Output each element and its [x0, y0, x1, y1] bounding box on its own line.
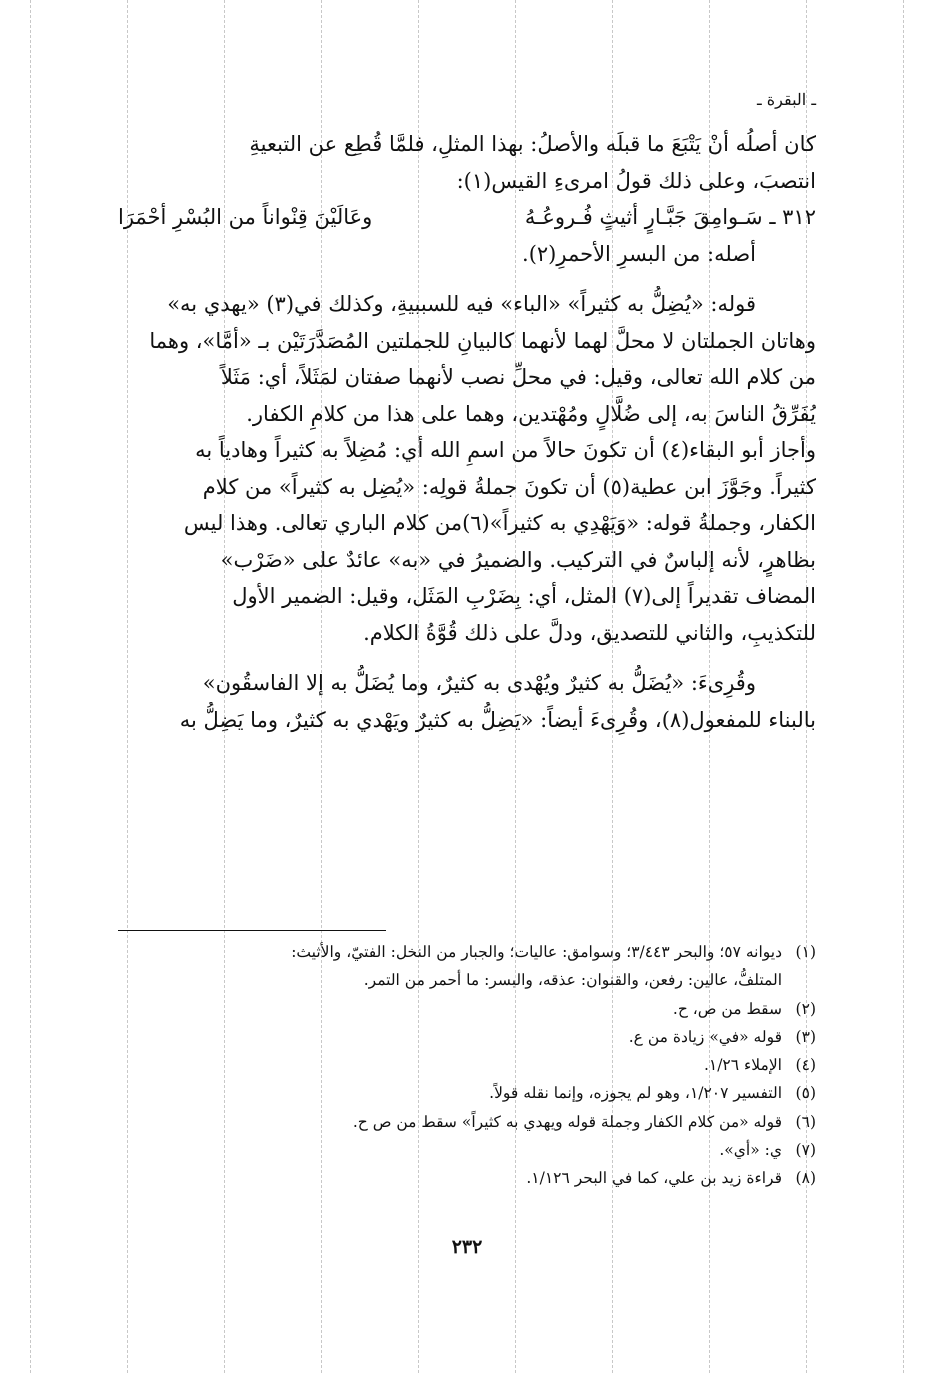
footnote-number: (٢) [795, 999, 816, 1018]
footnote [118, 1051, 816, 1079]
paragraph-start: قوله: «يُضِلُّ به كثيراً» «الباء» فيه للسببيةِ، وكذلك في(٣) «يهدي به» [167, 292, 756, 316]
footnote-number: (٤) [795, 1056, 816, 1075]
footnote [118, 1164, 816, 1192]
text-line: يُفَرِّقُ الناسَ به، إلى ضُلَّالٍ ومُهْتدين، وهما على هذا من كلامِ الكفار. [246, 401, 816, 426]
text-line: للتكذيبِ، والثاني للتصديق، ودلَّ على ذلك قُوَّةُ الكلام. [363, 620, 816, 645]
footnote-number: (١) [795, 943, 816, 961]
verse-number: ٣١٢ ـ [769, 205, 816, 229]
footnote-text: ديوانه ٥٧؛ والبحر ٣/٤٤٣؛ وسوامق: عاليات؛ والجبار من النخل: الفتيّ، والأثيث: [291, 943, 782, 961]
footnote-text: قراءة زيد بن علي، كما في البحر ١/١٢٦. [526, 1169, 782, 1188]
scan-guide-line [903, 0, 904, 1373]
footnote-number: (٥) [795, 1084, 816, 1103]
footnote-number: (٨) [795, 1169, 816, 1188]
footnote [118, 1108, 816, 1136]
verse-first-hemistich: سَـوامِقَ جَبَّـارٍ أثيثٍ فُـروعُـهُ [524, 205, 763, 229]
text-line: أصله: من البسرِ الأحمرِ(٢). [522, 241, 756, 266]
text-line: بظاهرٍ، لأنه إلباسٌ في التركيب. والضميرُ في «به» عائدٌ على «ضَرْب» [220, 547, 816, 572]
footnote-text: قوله «في» زيادة من ع. [628, 1027, 782, 1046]
footnote-number: (٣) [795, 1027, 816, 1046]
footnote-text: التفسير ١/٢٠٧، وهو لم يجوزه، وإنما نقله قولاً. [489, 1084, 782, 1103]
footnote-text: الإملاء ١/٢٦. [703, 1056, 782, 1075]
text-line: وهاتان الجملتان لا محلَّ لهما لأنهما كالبيانِ للجملتين المُصَدَّرَتَيْن بـ «أمَّا»، وهما [149, 328, 816, 353]
text-line: كثيراً. وجَوَّزَ ابن عطية(٥) أن تكونَ جملةُ قولِه: «يُضِل به كثيراً» من كلام [202, 474, 816, 499]
footnote [118, 938, 816, 966]
footnote-number: (٦) [795, 1112, 816, 1131]
poetry-verse [118, 199, 816, 236]
text-line: كان أصلُه أنْ يَتْبَعَ ما قبلَه والأصلُ: بهذا المثلِ، فلمَّا قُطِع عن التبعيةِ [249, 132, 816, 156]
footnote [118, 1079, 816, 1107]
text-line: انتصبَ، وعلى ذلك قولُ امرىءِ القيس(١): [456, 168, 816, 193]
footnote-text: سقط من ص، ح. [672, 999, 782, 1018]
footnote [118, 1136, 816, 1164]
verse-second-hemistich: وعَالَيْنَ قِنْواناً من البُسْرِ أحْمَرَا [118, 205, 373, 229]
footnote-continuation [118, 966, 816, 994]
scan-guide-line [30, 0, 31, 1373]
footnote-text: قوله «من كلام الكفار وجملة قوله ويهدي به كثيراً» سقط من ص ح. [352, 1112, 782, 1131]
footnote-text: المتلفُّ، عالين: رفعن، والقنوان: عذقه، والبسر: ما أحمر من التمر. [363, 971, 782, 990]
text-line: المضاف تقديراً إلى(٧) المثل، أي: بِضَرْبِ المَثَل، وقيل: الضمير الأول [232, 584, 816, 608]
footnote [118, 1023, 816, 1051]
text-line: بالبناء للمفعول(٨)، وقُرِىءَ أيضاً: «يَضِلُّ به كثيرٌ ويَهْدي به كثيرٌ، وما يَضِلُّ به [179, 707, 816, 732]
page-number: ٢٣٢ [451, 1236, 483, 1258]
main-text [118, 126, 816, 738]
footnote [118, 995, 816, 1023]
footnote-number: (٧) [795, 1141, 816, 1160]
footnotes [118, 930, 816, 1193]
footnote-text: ي: «أي». [719, 1141, 782, 1160]
footnote-separator [118, 930, 386, 931]
text-line: وأجاز أبو البقاء(٤) أن تكونَ حالاً من اسمِ الله أي: مُضِلاً به كثيراً وهادياً به [195, 438, 816, 462]
paragraph-start: وقُرِىءَ: «يُضَلُّ به كثيرٌ ويُهْدى به كثيرٌ، وما يُضَلُّ به إلا الفاسقُون» [202, 671, 756, 695]
running-title: ـ البقرة ـ [757, 90, 816, 109]
text-line: من كلام الله تعالى، وقيل: في محلِّ نصب لأنهما صفتان لمَثَلاً، أي: مَثَلاً [220, 365, 816, 389]
text-line: الكفار، وجملةُ قوله: «وَيَهْدِي به كثيراً»(٦)من كلام الباري تعالى. وهذا ليس [183, 511, 816, 535]
